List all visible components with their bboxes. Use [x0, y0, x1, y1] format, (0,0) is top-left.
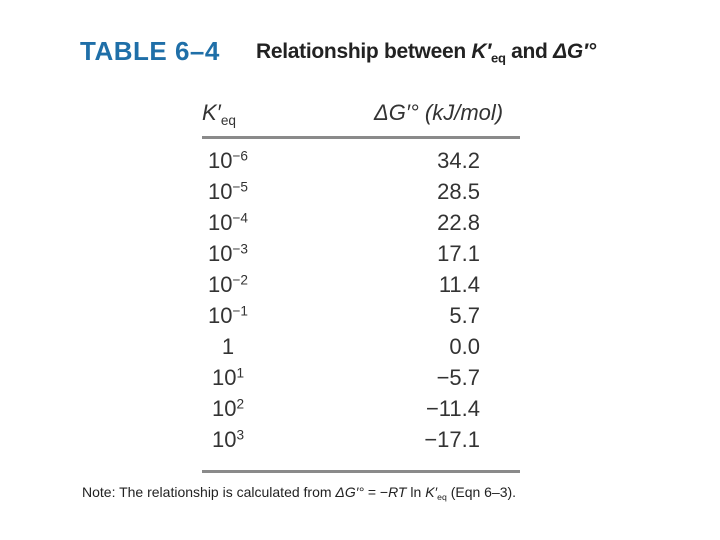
- note-ln: ln: [406, 484, 426, 500]
- table-row: [202, 241, 520, 272]
- delta-g-cell: −5.7: [436, 365, 480, 390]
- table-row: [202, 210, 520, 241]
- keq-base: 10: [211, 396, 237, 421]
- table-header: [202, 96, 520, 136]
- keq-cell: [202, 365, 254, 391]
- keq-cell: [202, 148, 254, 174]
- keq-base: 10: [207, 210, 233, 235]
- table-row: [202, 396, 520, 427]
- keq-exponent: 2: [236, 396, 245, 412]
- note-k-subscript: eq: [437, 492, 447, 503]
- keq-cell: [202, 210, 254, 236]
- keq-base: 10: [207, 303, 233, 328]
- delta-g-cell: 34.2: [437, 148, 480, 173]
- header-rule: [202, 136, 520, 139]
- header-delta-g-unit: (kJ/mol): [418, 100, 504, 125]
- keq-exponent: −2: [232, 272, 249, 288]
- delta-g-cell: −17.1: [424, 427, 480, 452]
- keq-base: 10: [207, 148, 233, 173]
- delta-g-cell: 5.7: [449, 303, 480, 328]
- keq-cell: [202, 334, 254, 360]
- keq-exponent: −1: [232, 303, 249, 319]
- caption-and: and: [505, 40, 554, 63]
- table-note: [82, 484, 516, 502]
- note-k: K′: [425, 484, 438, 500]
- keq-cell: [202, 427, 254, 453]
- caption-k: K′: [471, 40, 492, 63]
- table-row: [202, 272, 520, 303]
- keq-cell: [202, 396, 254, 422]
- table-row: [202, 179, 520, 210]
- header-keq: [202, 100, 236, 128]
- table-row: [202, 334, 520, 365]
- caption-g: ΔG′°: [553, 40, 596, 63]
- keq-base: 10: [207, 241, 233, 266]
- delta-g-cell: 11.4: [438, 272, 480, 297]
- note-g: ΔG′°: [335, 484, 364, 500]
- delta-g-cell: −11.4: [425, 396, 480, 421]
- note-suffix: (Eqn 6–3).: [446, 484, 517, 500]
- keq-cell: [202, 303, 254, 329]
- table-row: [202, 427, 520, 458]
- keq-exponent: 3: [236, 427, 245, 443]
- header-keq-main: K′: [202, 100, 221, 125]
- delta-g-cell: 22.8: [437, 210, 480, 235]
- keq-base: 1: [221, 334, 235, 359]
- table-row: [202, 148, 520, 179]
- keq-cell: [202, 272, 254, 298]
- keq-base: 10: [207, 179, 233, 204]
- keq-cell: [202, 241, 254, 267]
- bottom-rule: [202, 470, 520, 473]
- table-body: [202, 148, 520, 458]
- header-delta-g-main: ΔG′°: [374, 100, 419, 125]
- caption-prefix: Relationship between: [256, 40, 472, 63]
- note-prefix: Note: The relationship is calculated from: [82, 484, 336, 500]
- keq-cell: [202, 179, 254, 205]
- table-number: TABLE 6–4: [80, 36, 220, 66]
- note-rt: RT: [388, 484, 407, 500]
- keq-exponent: −3: [232, 241, 249, 257]
- delta-g-cell: 0.0: [449, 334, 480, 359]
- keq-exponent: 1: [236, 365, 245, 381]
- keq-base: 10: [207, 272, 233, 297]
- keq-base: 10: [211, 365, 237, 390]
- delta-g-cell: 28.5: [437, 179, 480, 204]
- table-row: [202, 365, 520, 396]
- header-delta-g: [374, 100, 503, 126]
- delta-g-cell: 17.1: [437, 241, 480, 266]
- table-row: [202, 303, 520, 334]
- caption-k-subscript: eq: [491, 50, 506, 66]
- table-caption: [256, 40, 596, 66]
- keq-exponent: −6: [232, 148, 249, 164]
- note-eq: = −: [363, 484, 389, 500]
- header-keq-subscript: eq: [220, 112, 236, 128]
- data-table: [202, 96, 520, 452]
- keq-base: 10: [211, 427, 237, 452]
- keq-exponent: −5: [232, 179, 249, 195]
- keq-exponent: −4: [232, 210, 249, 226]
